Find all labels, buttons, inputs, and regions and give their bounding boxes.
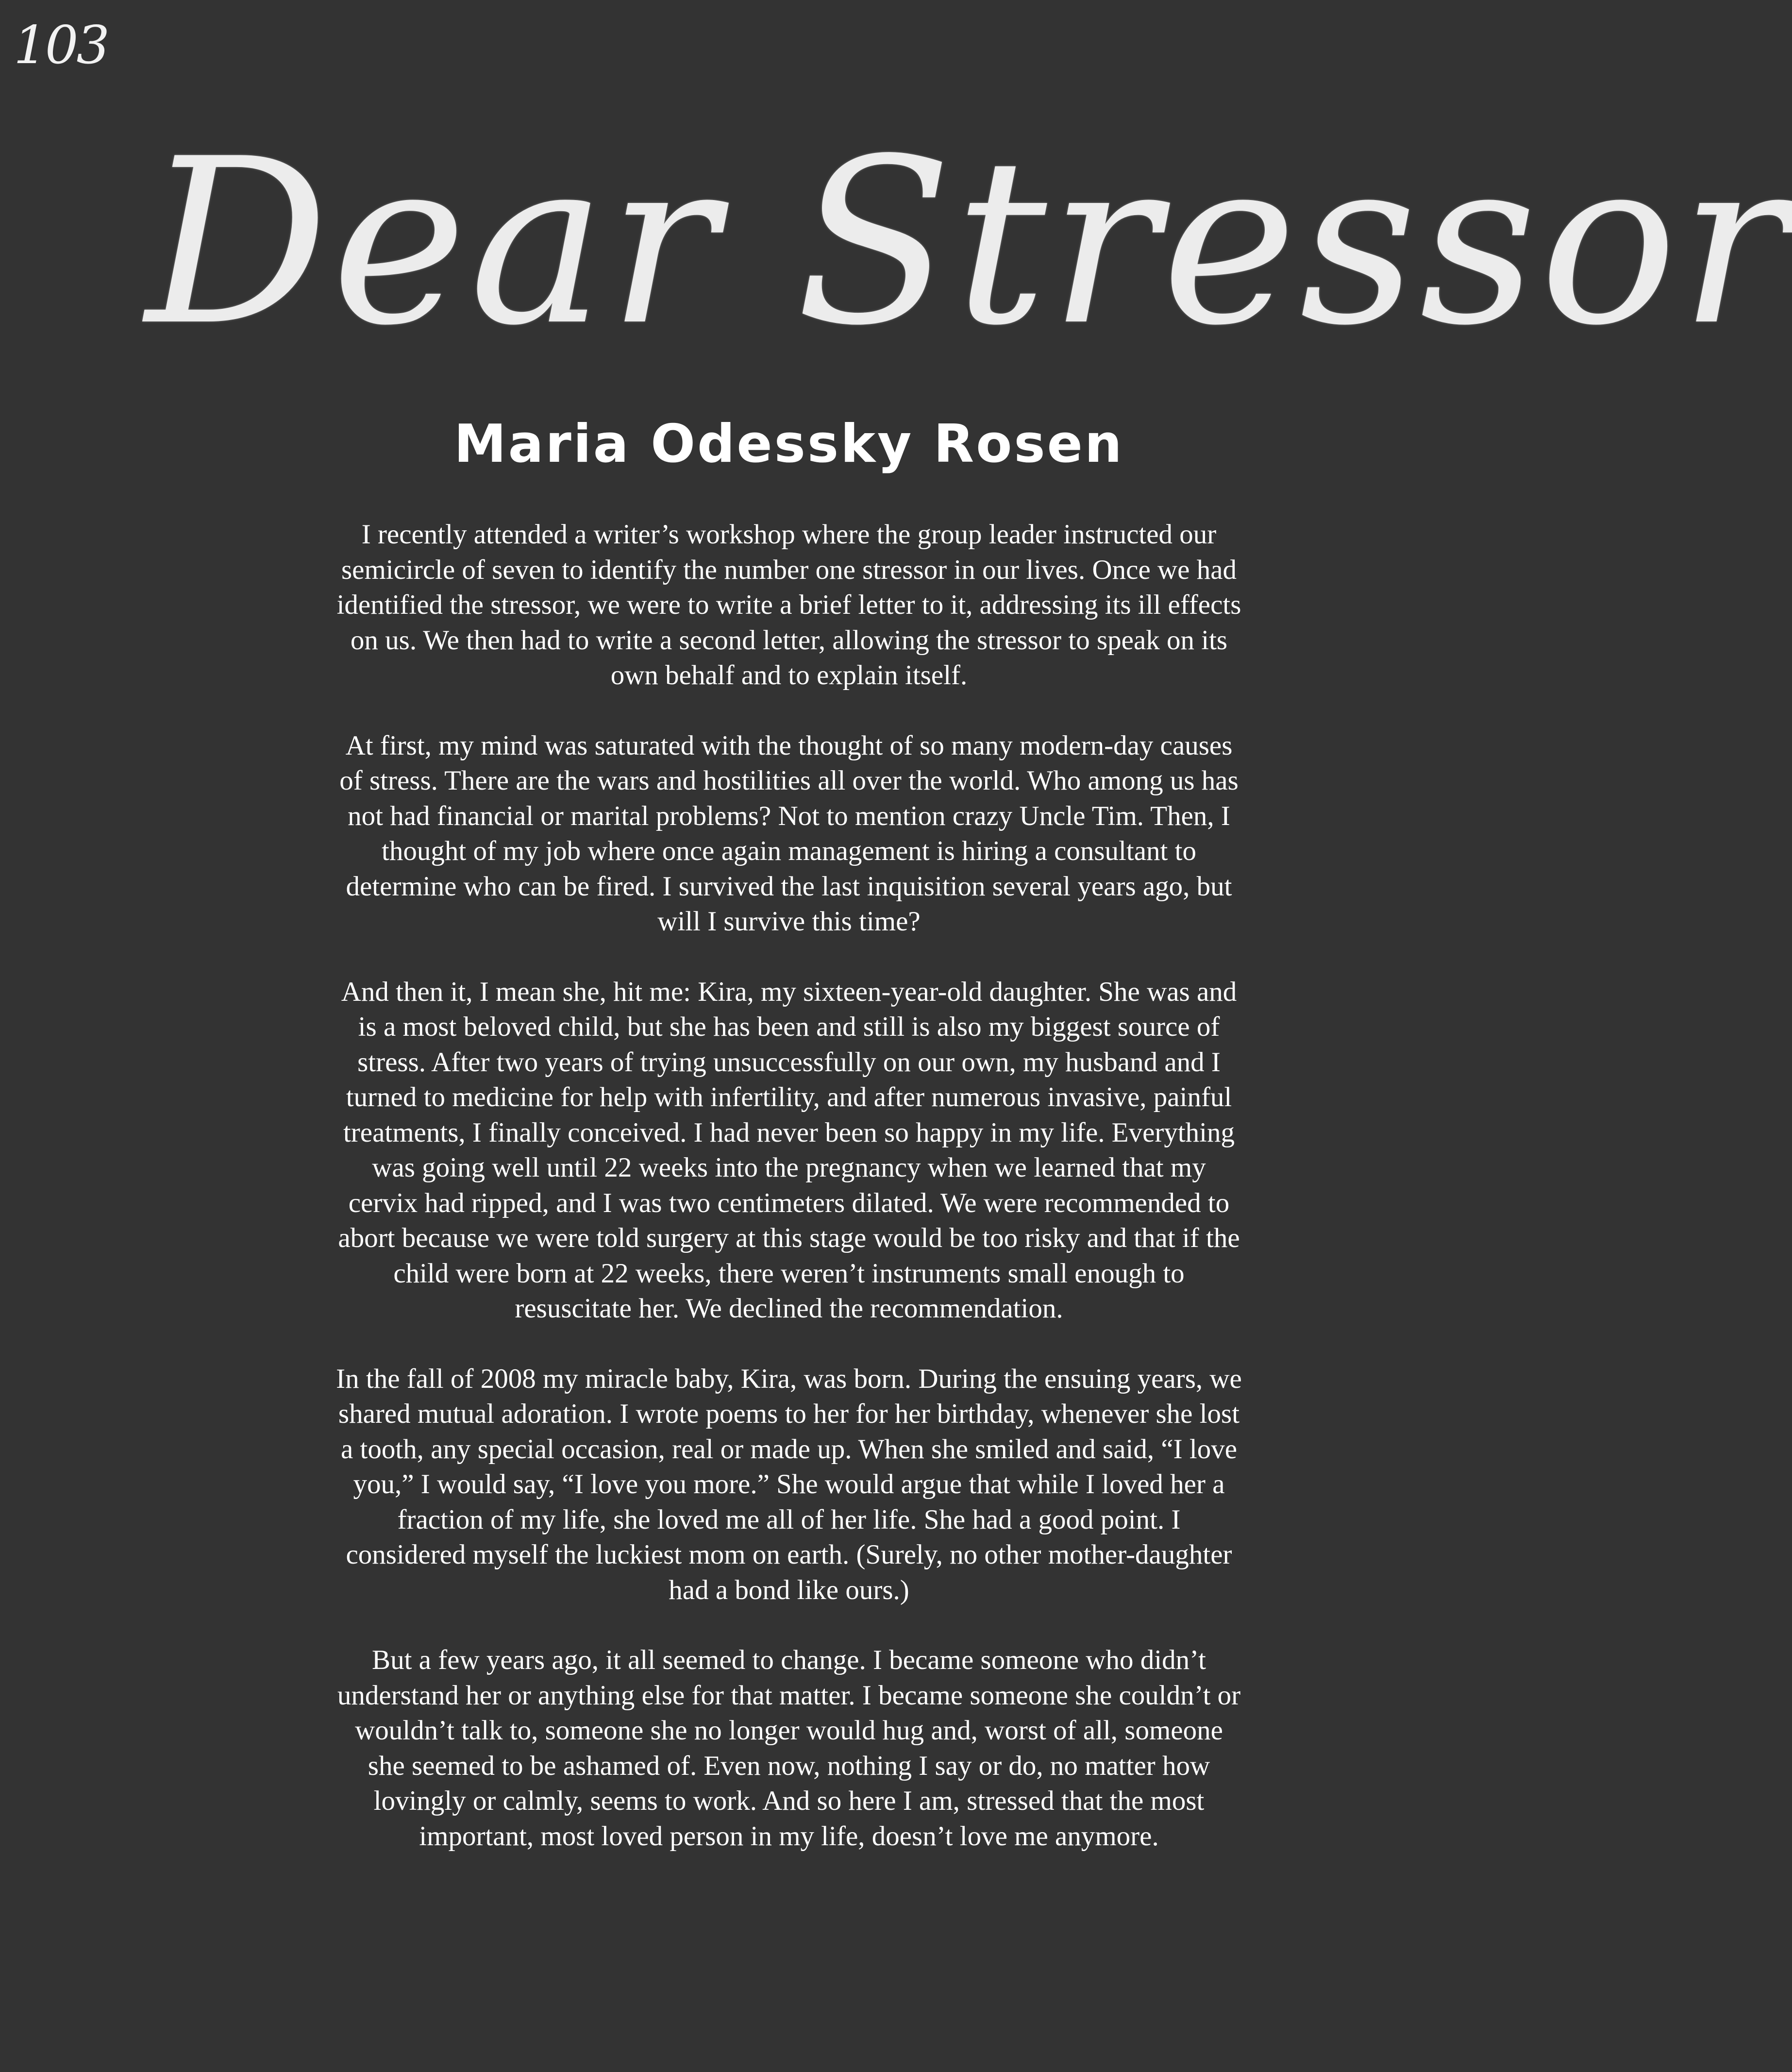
page-number: 103 [14,15,108,76]
paragraph-3: And then it, I mean she, hit me: Kira, my sixteen-year-old daughter. She was and is a most beloved child, but she has been and still is also my biggest source of stress. After two years of trying unsuccessfully on our own, my husband and I turned to medicine for help with infertility, and after numerous invasive, painful treatments, I finally conceived. I had never been so happy in my life. Everything was going well until 22 weeks into the pregnancy when we learned that my cervix had ripped, and I was two centimeters dilated. We were recommended to abort because we were told surgery at this stage would be too risky and that if the child were born at 22 weeks, there weren’t instruments small enough to resuscitate her. We declined the recommendation. [338,976,1240,1324]
paragraph-2: At first, my mind was saturated with the thought of so many modern-day causes of stress. There are the wars and hostilities all over the world. Who among us has not had financial or marital problems? Not to mention crazy Uncle Tim. Then, I thought of my job where once again management is hiring a consultant to determine who can be fired. I survived the last inquisition several years ago, but will I survive this time? [339,730,1239,937]
page-title: Dear Stressor [146,110,1792,375]
paragraph-1: I recently attended a writer’s workshop where the group leader instructed our semicircle of seven to identify the number one stressor in our lives. Once we had identified the stressor, we were to write a brief letter to it, addressing its ill effects on us. We then had to write a second letter, allowing the stressor to speak on its own behalf and to explain itself. [336,519,1241,691]
article-body [335,517,1243,1889]
author-name: Maria Odessky Rosen [454,414,1124,474]
paragraph-5: But a few years ago, it all seemed to change. I became someone who didn’t understand her or anything else for that matter. I became someone she couldn’t or wouldn’t talk to, someone she no longer would hug and, worst of all, someone she seemed to be ashamed of. Even now, nothing I say or do, no matter how lovingly or calmly, seems to work. And so here I am, stressed that the most important, most loved person in my life, doesn’t love me anymore. [337,1645,1241,1852]
paragraph-4: In the fall of 2008 my miracle baby, Kira, was born. During the ensuing years, we shared mutual adoration. I wrote poems to her for her birthday, whenever she lost a tooth, any special occasion, real or made up. When she smiled and said, “I love you,” I would say, “I love you more.” She would argue that while I loved her a fraction of my life, she loved me all of her life. She had a good point. I considered myself the luckiest mom on earth. (Surely, no other mother-daughter had a bond like ours.) [336,1363,1242,1605]
